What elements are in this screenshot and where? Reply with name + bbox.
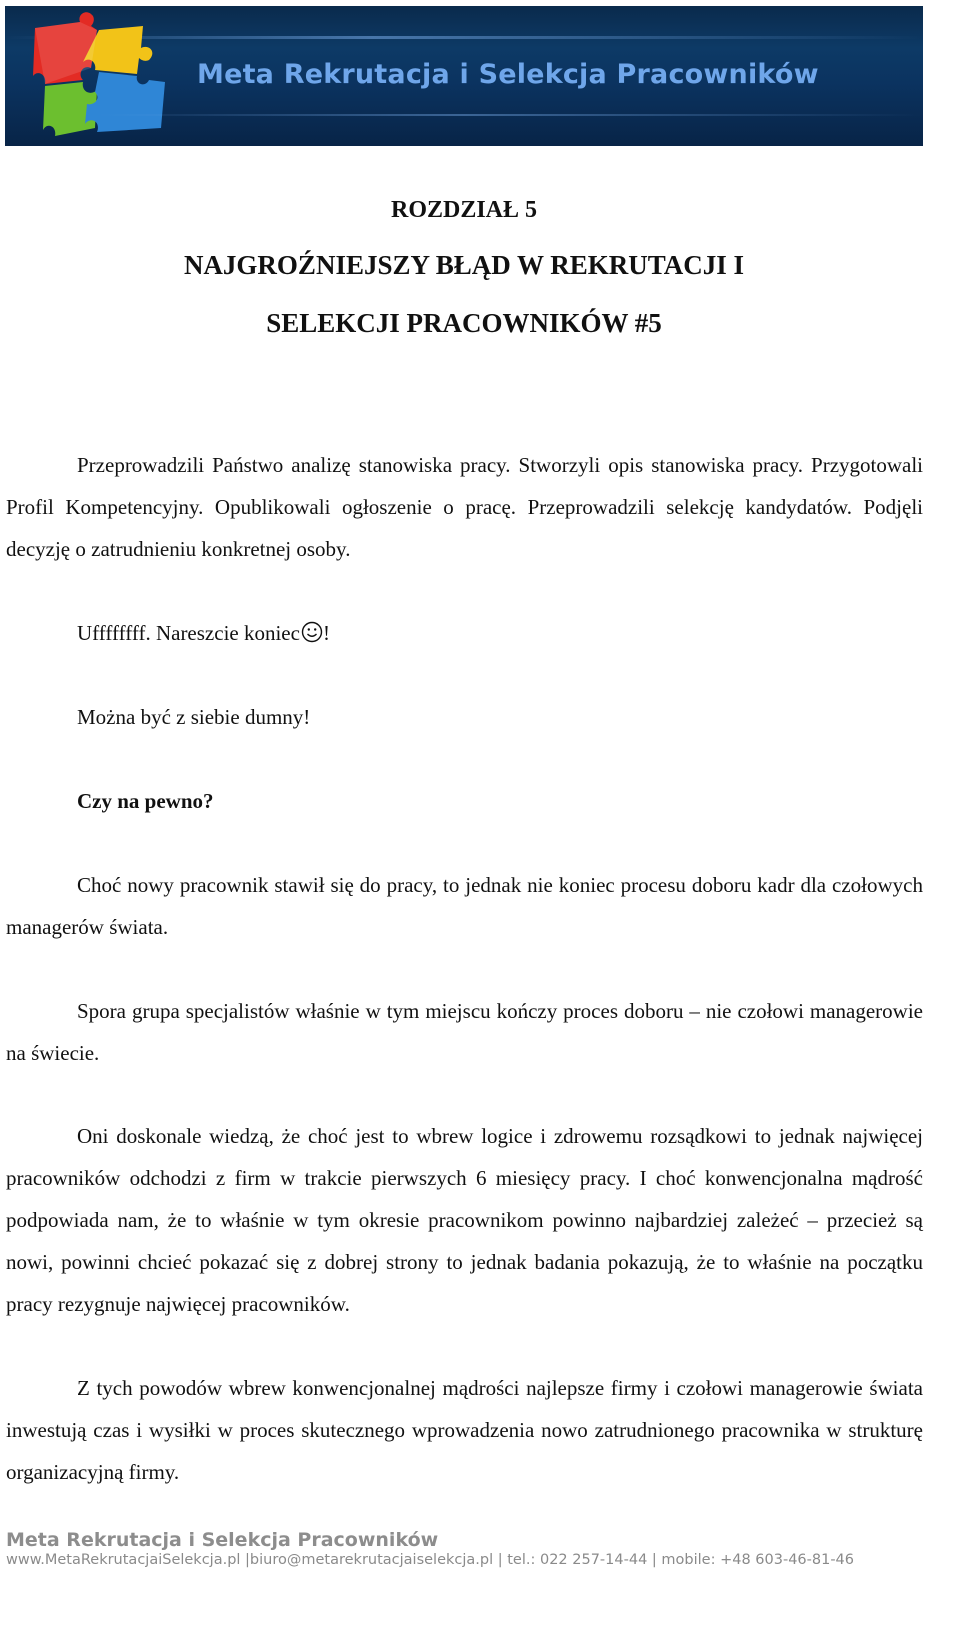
paragraph-5: [6, 864, 923, 948]
paragraph-3-text: Można być z siebie dumny!: [77, 705, 311, 729]
page-footer: [6, 1529, 926, 1569]
header-banner: [5, 6, 923, 146]
paragraph-7-text: Oni doskonale wiedzą, że choć jest to wbrew logice i zdrowemu rozsądkowi to jednak najwięcej pracowników odchodzi z firm w trakcie pierwszych 6 miesięcy pracy. I choć konwencjonalna mądrość podpowiada nam, że to właśnie w tym okresie pracownikom powinno najbardziej zależeć – przecież są nowi, powinni chcieć pokazać się z dobrej strony to jednak badania pokazują, że to właśnie na początku pracy rezygnuje najwięcej pracowników.: [6, 1124, 923, 1316]
footer-title: Meta Rekrutacja i Selekcja Pracowników: [6, 1529, 439, 1551]
banner-title: Meta Rekrutacja i Selekcja Pracowników: [197, 59, 819, 90]
paragraph-2-end: !: [322, 621, 330, 645]
paragraph-2: [6, 612, 923, 654]
chapter-title-line-1: NAJGROŹNIEJSZY BŁĄD W REKRUTACJI I: [183, 250, 745, 280]
paragraph-5-text: Choć nowy pracownik stawił się do pracy, to jednak nie koniec procesu doboru kadr dla czołowych managerów świata.: [6, 873, 923, 939]
smiley-icon: [301, 621, 323, 643]
paragraph-8: [6, 1367, 923, 1493]
paragraph-7: [6, 1115, 923, 1325]
paragraph-6-text: Spora grupa specjalistów właśnie w tym miejscu kończy proces doboru – nie czołowi managerowie na świecie.: [6, 999, 923, 1065]
paragraph-4-text: Czy na pewno?: [77, 789, 214, 813]
paragraph-8-text: Z tych powodów wbrew konwencjonalnej mądrości najlepsze firmy i czołowi managerowie świata inwestują czas i wysiłki w proces skutecznego wprowadzenia nowo zatrudnionego pracownika w strukturę organizacyjną firmy.: [6, 1376, 923, 1484]
footer-contact: www.MetaRekrutacjaiSelekcja.pl |biuro@metarekrutacjaiselekcja.pl | tel.: 022 257-14-44 | mobile: +48 603-46-81-46: [6, 1552, 855, 1568]
paragraph-4: [6, 780, 923, 822]
chapter-title-line-2: SELEKCJI PRACOWNIKÓW #5: [266, 308, 662, 338]
puzzle-pieces-logo: [25, 8, 175, 143]
paragraph-1-text: Przeprowadzili Państwo analizę stanowiska pracy. Stworzyli opis stanowiska pracy. Przygotowali Profil Kompetencyjny. Opublikowali ogłoszenie o pracę. Przeprowadzili selekcję kandydatów. Podjęli decyzję o zatrudnieniu konkretnej osoby.: [6, 453, 923, 561]
paragraph-6: [6, 990, 923, 1074]
paragraph-2-text: Uffffffff. Nareszcie koniec: [77, 621, 300, 645]
paragraph-3: [6, 696, 923, 738]
paragraph-1: [6, 444, 923, 570]
chapter-label: ROZDZIAŁ 5: [390, 197, 538, 223]
